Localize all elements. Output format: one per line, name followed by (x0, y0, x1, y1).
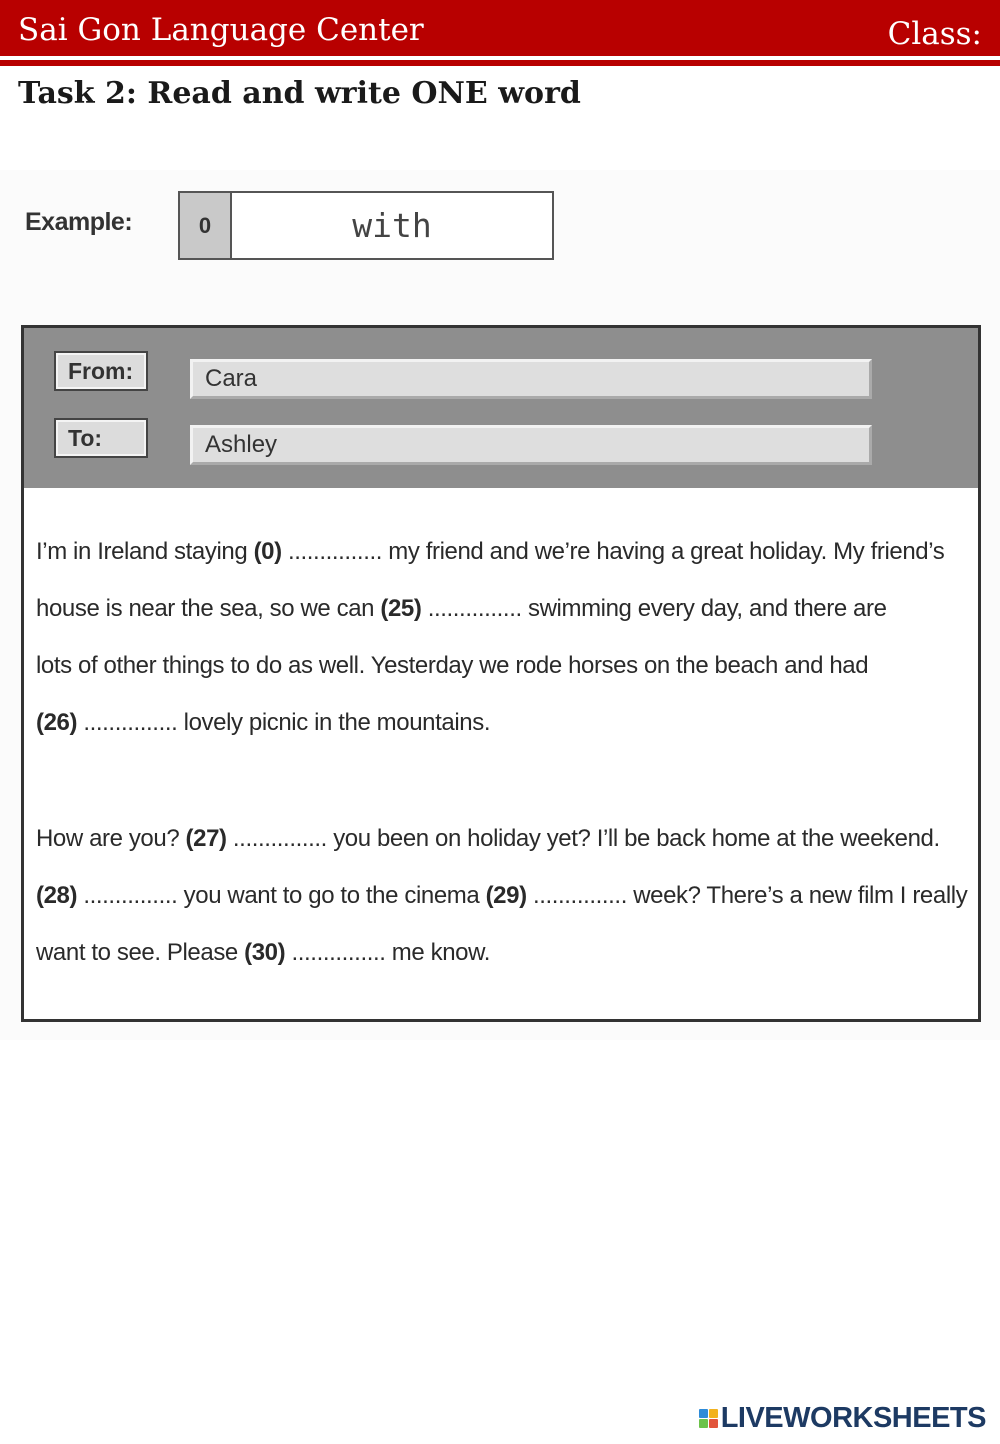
text-segment: ............... my friend and we’re having a great holiday. My friend’s (281, 538, 945, 565)
example-answer: with (352, 206, 432, 245)
from-label: From: (54, 351, 148, 391)
text-line (36, 580, 966, 637)
to-field: Ashley (190, 425, 872, 465)
question-number: (28) (36, 882, 78, 909)
from-field: Cara (190, 359, 872, 399)
text-segment: house is near the sea, so we can (36, 595, 381, 622)
text-line (36, 867, 966, 924)
logo-text: LIVEWORKSHEETS (720, 1402, 986, 1434)
email-card (21, 325, 981, 1022)
email-paragraph-2 (36, 810, 966, 981)
question-number: (27) (185, 825, 227, 852)
text-segment: I’m in Ireland staying (36, 538, 254, 565)
task-title: Task 2: Read and write ONE word (18, 76, 581, 111)
text-line (36, 694, 966, 751)
question-number: (29) (485, 882, 527, 909)
header-bar (0, 0, 1000, 56)
text-line (36, 924, 966, 981)
text-segment: ............... week? There’s a new film I really (526, 882, 968, 909)
text-segment: lots of other things to do as well. Yesterday we rode horses on the beach and had (36, 652, 869, 679)
text-line (36, 810, 966, 867)
liveworksheets-logo[interactable] (699, 1402, 986, 1435)
question-number: (0) (253, 538, 282, 565)
question-number: (25) (380, 595, 422, 622)
text-line (36, 637, 966, 694)
to-label: To: (54, 418, 148, 458)
school-name: Sai Gon Language Center (18, 12, 424, 48)
email-paragraph-1 (36, 523, 966, 751)
text-segment: ............... you been on holiday yet? I’ll be back home at the weekend. (226, 825, 940, 852)
text-segment: want to see. Please (36, 939, 245, 966)
logo-square (699, 1409, 708, 1418)
text-segment: ............... me know. (285, 939, 490, 966)
text-segment: ............... you want to go to the cinema (77, 882, 486, 909)
text-segment: ............... lovely picnic in the mountains. (77, 709, 491, 736)
logo-square (709, 1419, 718, 1428)
text-line (36, 523, 966, 580)
email-header (24, 328, 978, 488)
logo-icon (699, 1409, 718, 1428)
example-label: Example: (25, 208, 133, 236)
question-number: (26) (36, 709, 78, 736)
question-number: (30) (244, 939, 286, 966)
logo-square (709, 1409, 718, 1418)
logo-square (699, 1419, 708, 1428)
example-number: 0 (180, 193, 232, 258)
class-label: Class: (887, 16, 982, 52)
header-divider (0, 60, 1000, 66)
example-answer-box (178, 191, 554, 260)
text-segment: ............... swimming every day, and there are (421, 595, 887, 622)
text-segment: How are you? (36, 825, 186, 852)
